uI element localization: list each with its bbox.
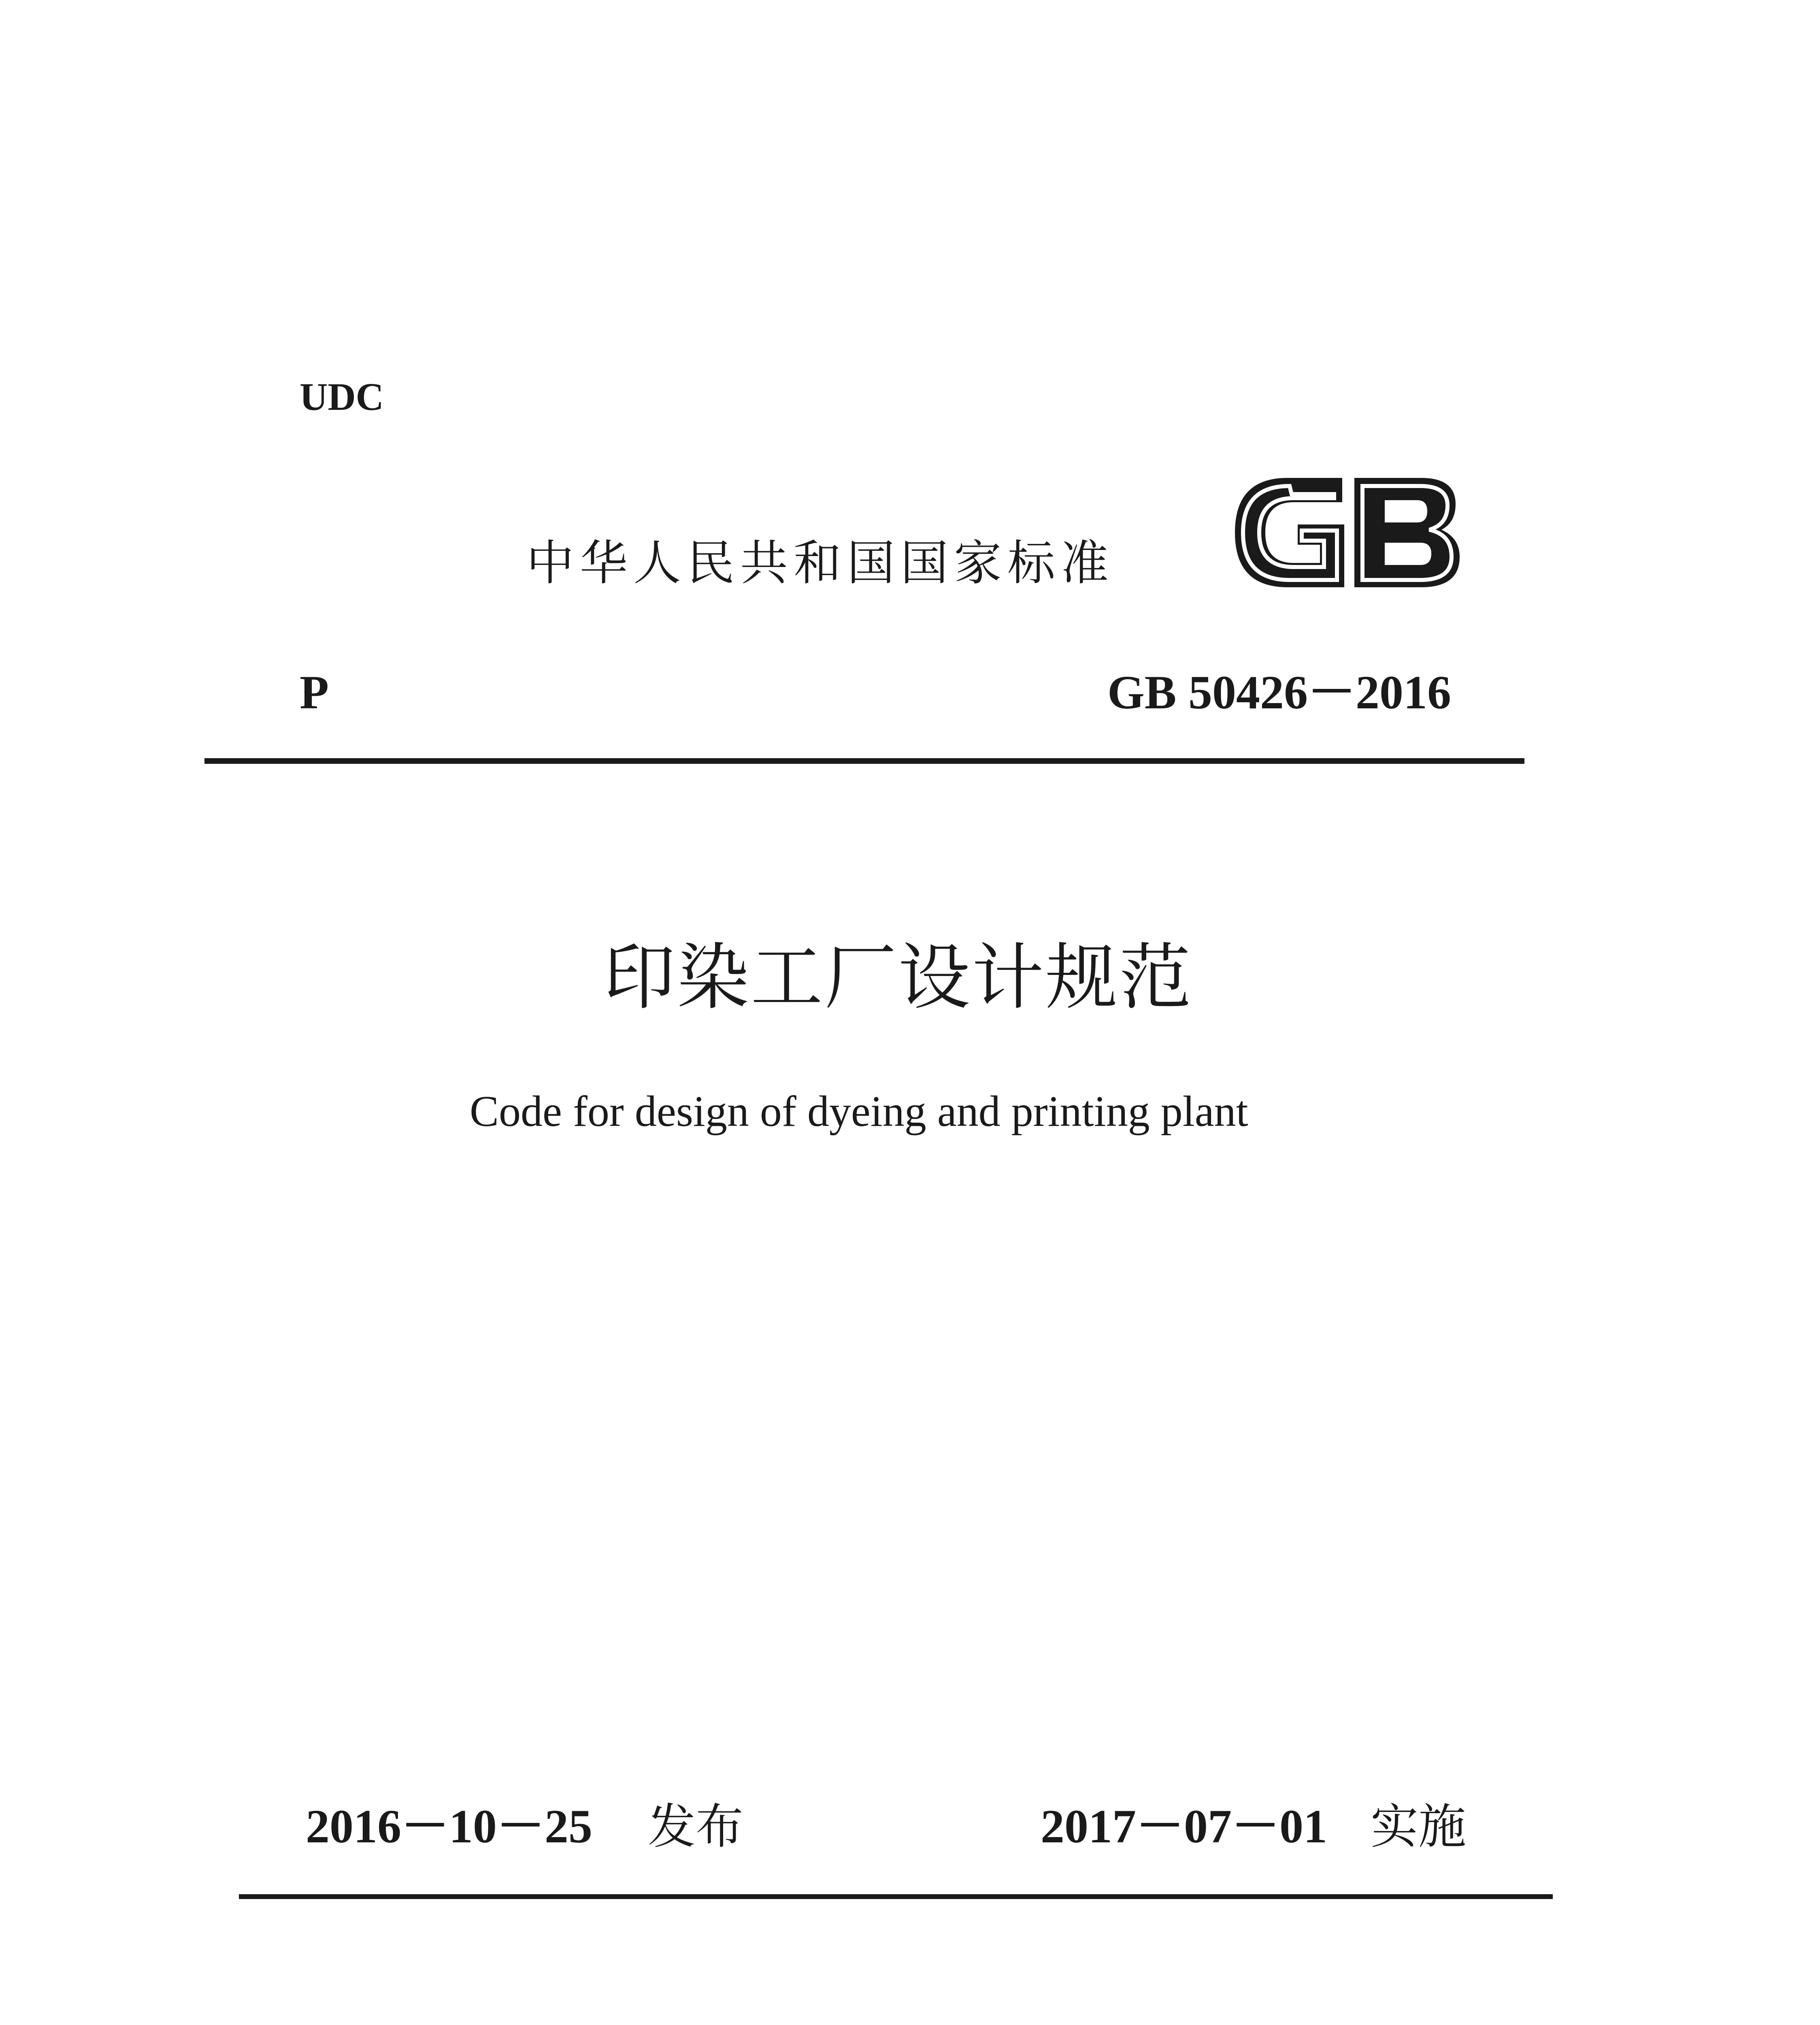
title-english: Code for design of dyeing and printing plant xyxy=(470,1087,1248,1136)
issue-date: 2016－10－25 xyxy=(306,1800,592,1853)
gb-logo xyxy=(1227,470,1466,595)
national-standard-heading: 中华人民共和国国家标准 xyxy=(526,535,1115,591)
standard-number: GB 50426－2016 xyxy=(1107,666,1451,719)
title-chinese: 印染工厂设计规范 xyxy=(603,938,1193,1018)
classification-code: P xyxy=(300,666,329,719)
top-divider xyxy=(204,758,1524,764)
bottom-divider xyxy=(239,1894,1553,1899)
udc-label: UDC xyxy=(300,375,384,418)
implementation-label: 实施 xyxy=(1371,1799,1467,1854)
implementation-date: 2017－07－01 xyxy=(1041,1800,1327,1853)
issue-label: 发布 xyxy=(648,1799,744,1854)
